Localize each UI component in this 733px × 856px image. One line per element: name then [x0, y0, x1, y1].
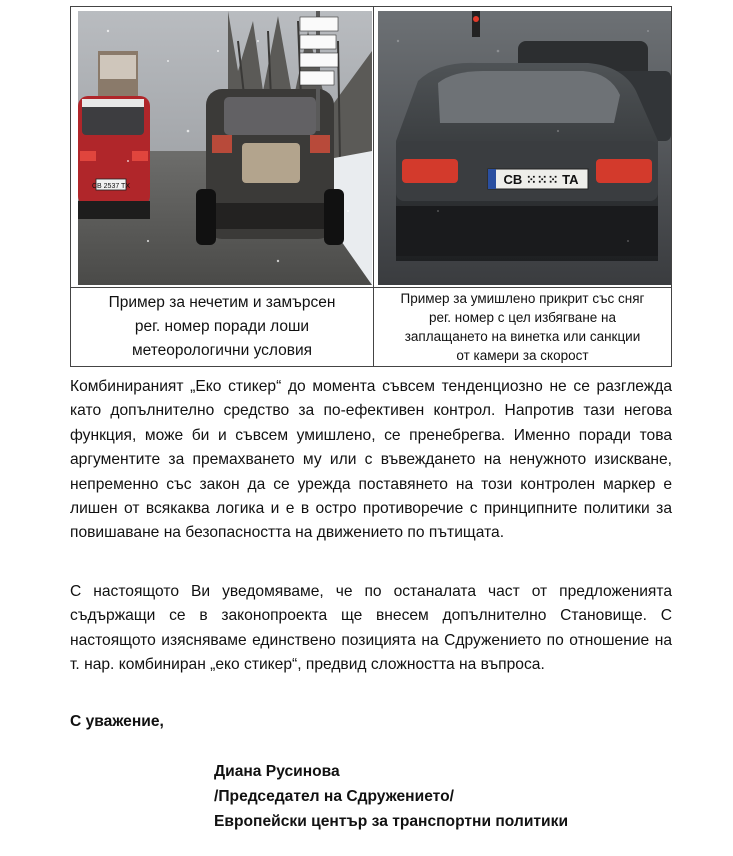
- signature-title: /Председател на Сдружението/: [214, 788, 454, 805]
- covered-plate-photo: [378, 11, 671, 285]
- photo-comparison-table: [70, 6, 672, 367]
- car-plate: CB ⁙⁙⁙ TA: [503, 172, 579, 187]
- body-paragraph-2: С настоящото Ви уведомяваме, че по останалата част от предложенията съдържащи се в законопроекта ще внесем допълнително Становище. С настоящото изясняваме единствено позицията на Сдружението по отношение на т. нар. комбиниран „еко стикер“, предвид сложността на въпроса.: [70, 583, 672, 674]
- right-photo-caption: [374, 288, 671, 366]
- left-photo-caption: [71, 288, 373, 366]
- closing-salutation: С уважение,: [70, 713, 164, 730]
- signature-organization: Европейски център за транспортни политики: [214, 813, 569, 830]
- signature-name: Диана Русинова: [214, 763, 340, 780]
- red-car-plate: CB 2537 TX: [91, 183, 131, 190]
- body-paragraph-1: Комбинираният „Еко стикер“ до момента съвсем тенденциозно не се разглежда като допълнително средство за по-ефективен контрол. Напротив тази негова функция, може би и съвсем умишлено, се пренебрегва. Именно поради това аргументите за премахването му или с въвеждането на ненужното изискване, непременно със закон да се урежда поставянето на този контролен маркер е лишен от всякаква логика и е в остро противоречие с принципните политики за повишаване на безопасността на движението по пътищата.: [70, 378, 672, 542]
- left-caption-text: Пример за нечетим и замърсен рег. номер поради лоши метеорологични условия: [108, 294, 336, 359]
- snowy-road-photo: [78, 11, 372, 285]
- right-caption-text: Пример за умишлено прикрит със сняг рег. номер с цел избягване на заплащането на винетка или санкции от камери за скорост: [400, 291, 645, 363]
